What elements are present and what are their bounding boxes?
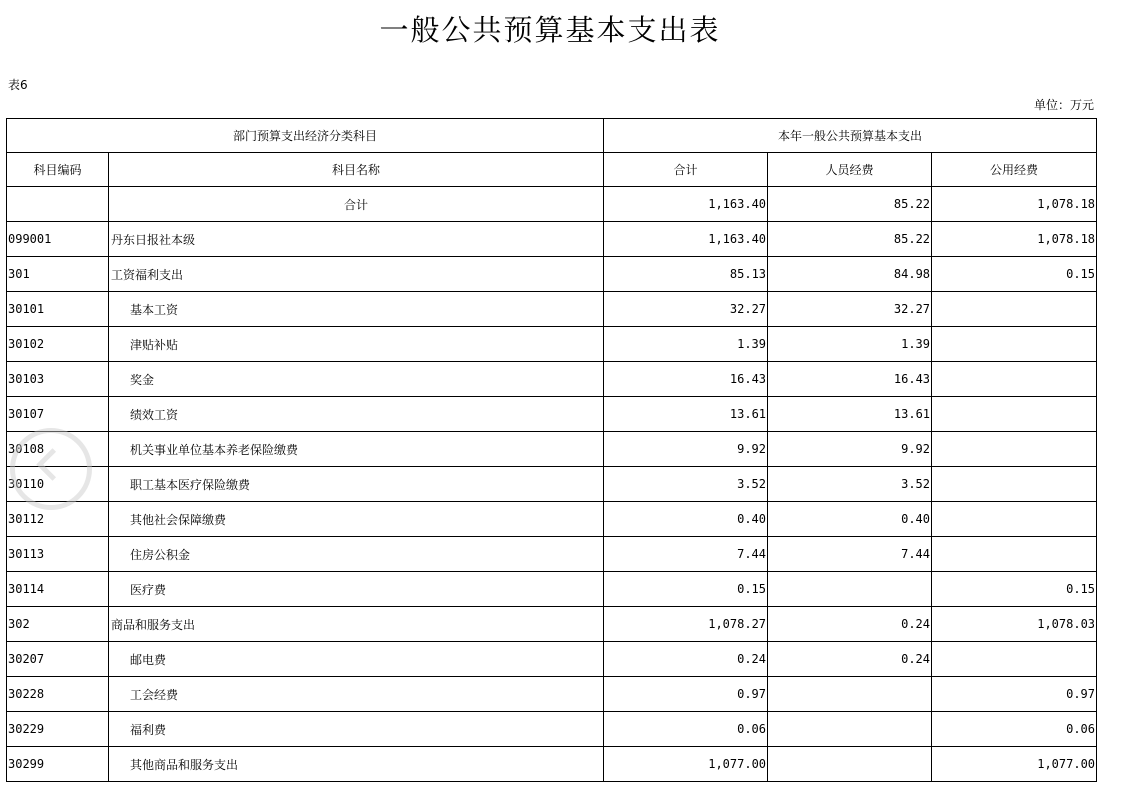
row-public — [932, 397, 1097, 432]
row-personnel — [768, 712, 932, 747]
table-row — [7, 327, 1097, 362]
row-code: 30110 — [7, 467, 109, 502]
table-row — [7, 537, 1097, 572]
row-personnel: 9.92 — [768, 432, 932, 467]
row-name: 福利费 — [109, 712, 604, 747]
group-header-expenditure: 本年一般公共预算基本支出 — [604, 119, 1097, 153]
row-code: 30207 — [7, 642, 109, 677]
table-row — [7, 432, 1097, 467]
row-public — [932, 327, 1097, 362]
row-total: 16.43 — [604, 362, 768, 397]
row-name: 合计 — [109, 187, 604, 222]
row-public: 0.15 — [932, 257, 1097, 292]
row-total: 1,078.27 — [604, 607, 768, 642]
row-personnel: 32.27 — [768, 292, 932, 327]
row-total: 32.27 — [604, 292, 768, 327]
group-header-row — [7, 119, 1097, 153]
table-row — [7, 222, 1097, 257]
table-row — [7, 572, 1097, 607]
table-row — [7, 677, 1097, 712]
table-row — [7, 747, 1097, 782]
row-name: 基本工资 — [109, 292, 604, 327]
row-code: 30101 — [7, 292, 109, 327]
row-public — [932, 502, 1097, 537]
table-row — [7, 187, 1097, 222]
row-personnel: 84.98 — [768, 257, 932, 292]
row-personnel: 85.22 — [768, 222, 932, 257]
row-public: 0.97 — [932, 677, 1097, 712]
row-name: 职工基本医疗保险缴费 — [109, 467, 604, 502]
table-row — [7, 397, 1097, 432]
row-code: 30108 — [7, 432, 109, 467]
row-total: 13.61 — [604, 397, 768, 432]
row-total: 1,163.40 — [604, 187, 768, 222]
table-row — [7, 362, 1097, 397]
column-header-row — [7, 153, 1097, 187]
row-name: 其他商品和服务支出 — [109, 747, 604, 782]
row-personnel: 85.22 — [768, 187, 932, 222]
group-header-classification: 部门预算支出经济分类科目 — [7, 119, 604, 153]
row-public — [932, 362, 1097, 397]
row-code: 30112 — [7, 502, 109, 537]
row-public: 1,078.03 — [932, 607, 1097, 642]
row-personnel: 0.24 — [768, 607, 932, 642]
row-personnel: 7.44 — [768, 537, 932, 572]
header-name: 科目名称 — [109, 153, 604, 187]
row-code: 30107 — [7, 397, 109, 432]
row-name: 津贴补贴 — [109, 327, 604, 362]
table-row — [7, 292, 1097, 327]
unit-label: 单位：万元 — [1033, 98, 1094, 112]
row-total: 1,163.40 — [604, 222, 768, 257]
row-total: 0.24 — [604, 642, 768, 677]
row-personnel: 16.43 — [768, 362, 932, 397]
row-total: 0.97 — [604, 677, 768, 712]
row-total: 1,077.00 — [604, 747, 768, 782]
row-code: 099001 — [7, 222, 109, 257]
row-total: 0.06 — [604, 712, 768, 747]
table-row — [7, 257, 1097, 292]
row-public: 0.15 — [932, 572, 1097, 607]
row-public: 1,078.18 — [932, 222, 1097, 257]
table-row — [7, 607, 1097, 642]
header-public: 公用经费 — [932, 153, 1097, 187]
row-code: 30114 — [7, 572, 109, 607]
row-public — [932, 467, 1097, 502]
header-total: 合计 — [604, 153, 768, 187]
row-personnel: 0.24 — [768, 642, 932, 677]
table-row — [7, 502, 1097, 537]
row-code — [7, 187, 109, 222]
row-public: 1,077.00 — [932, 747, 1097, 782]
row-name: 商品和服务支出 — [109, 607, 604, 642]
row-name: 机关事业单位基本养老保险缴费 — [109, 432, 604, 467]
row-total: 9.92 — [604, 432, 768, 467]
row-total: 1.39 — [604, 327, 768, 362]
row-personnel: 1.39 — [768, 327, 932, 362]
row-code: 30228 — [7, 677, 109, 712]
row-total: 85.13 — [604, 257, 768, 292]
row-personnel — [768, 677, 932, 712]
row-personnel: 3.52 — [768, 467, 932, 502]
row-code: 30102 — [7, 327, 109, 362]
row-personnel: 13.61 — [768, 397, 932, 432]
table-body — [7, 187, 1097, 782]
row-total: 0.40 — [604, 502, 768, 537]
row-public — [932, 292, 1097, 327]
row-personnel — [768, 572, 932, 607]
row-total: 0.15 — [604, 572, 768, 607]
row-personnel: 0.40 — [768, 502, 932, 537]
row-name: 医疗费 — [109, 572, 604, 607]
row-public: 1,078.18 — [932, 187, 1097, 222]
row-public: 0.06 — [932, 712, 1097, 747]
row-name: 奖金 — [109, 362, 604, 397]
row-public — [932, 432, 1097, 467]
row-code: 30229 — [7, 712, 109, 747]
row-code: 301 — [7, 257, 109, 292]
row-code: 30113 — [7, 537, 109, 572]
row-name: 住房公积金 — [109, 537, 604, 572]
row-total: 7.44 — [604, 537, 768, 572]
row-public — [932, 537, 1097, 572]
table-number: 表6 — [8, 78, 28, 92]
row-name: 丹东日报社本级 — [109, 222, 604, 257]
row-name: 工会经费 — [109, 677, 604, 712]
row-name: 工资福利支出 — [109, 257, 604, 292]
table-row — [7, 712, 1097, 747]
page-title: 一般公共预算基本支出表 — [379, 13, 721, 47]
table-row — [7, 642, 1097, 677]
table-row — [7, 467, 1097, 502]
header-code: 科目编码 — [7, 153, 109, 187]
row-name: 其他社会保障缴费 — [109, 502, 604, 537]
row-code: 30103 — [7, 362, 109, 397]
budget-table — [6, 118, 1097, 782]
watermark-icon — [10, 428, 92, 510]
row-code: 30299 — [7, 747, 109, 782]
row-name: 绩效工资 — [109, 397, 604, 432]
header-personnel: 人员经费 — [768, 153, 932, 187]
row-public — [932, 642, 1097, 677]
row-total: 3.52 — [604, 467, 768, 502]
row-code: 302 — [7, 607, 109, 642]
row-name: 邮电费 — [109, 642, 604, 677]
row-personnel — [768, 747, 932, 782]
